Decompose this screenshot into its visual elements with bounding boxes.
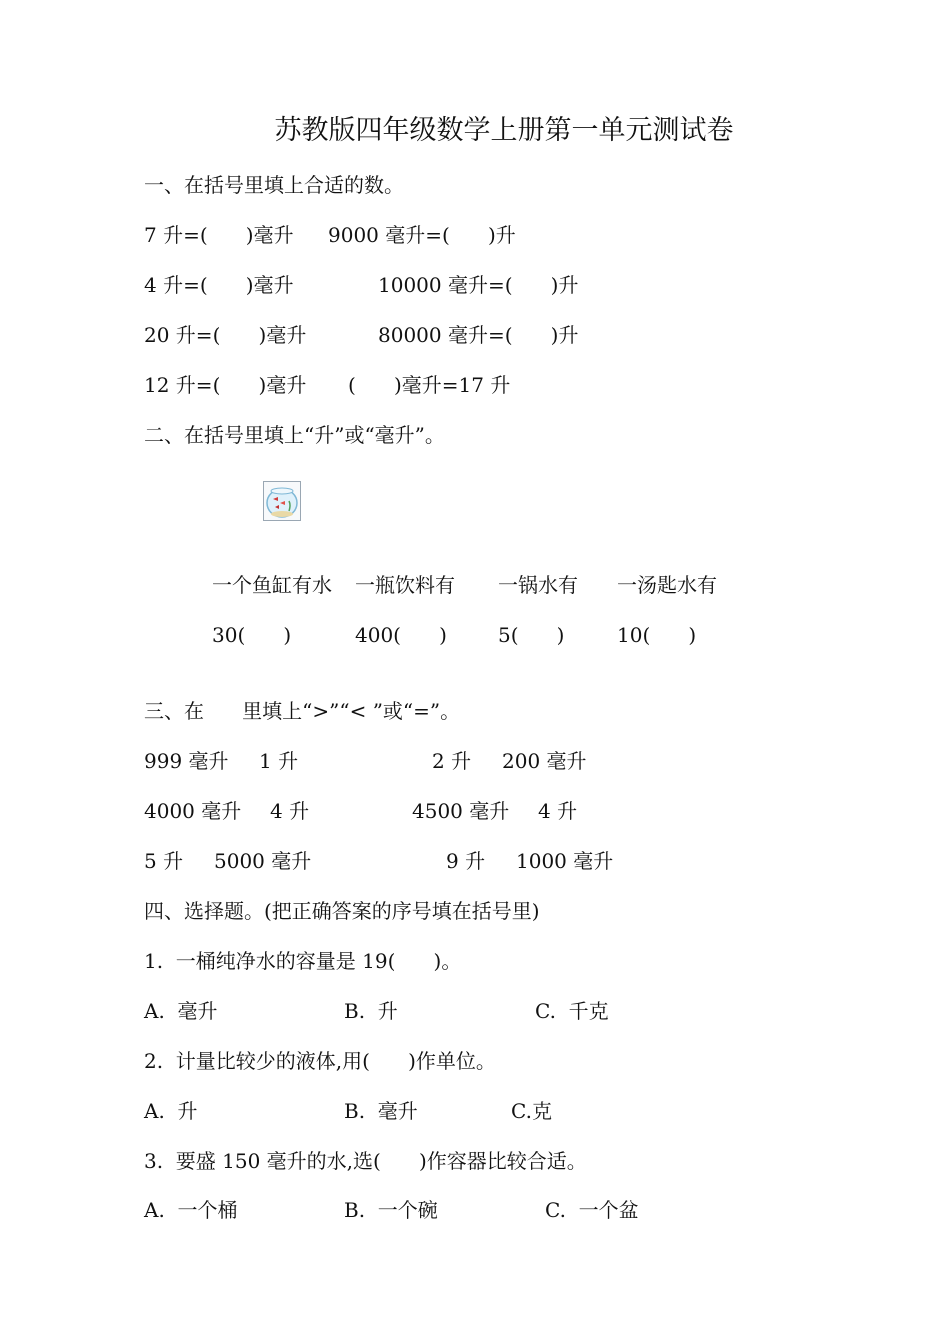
s1-row3-left: 20 升=( )毫升 <box>144 323 307 347</box>
s4-q2-option-c: C.克 <box>511 1099 552 1123</box>
s4-q2-option-b: B. 毫升 <box>344 1099 418 1123</box>
s2-answer-4: 10( ) <box>617 623 697 647</box>
s4-question-3: 3. 要盛 150 毫升的水,选( )作容器比较合适。 <box>144 1149 587 1173</box>
s4-question-1: 1. 一桶纯净水的容量是 19( )。 <box>144 949 462 973</box>
s1-row1-right: 9000 毫升=( )升 <box>328 223 516 247</box>
s3-row2-a: 4000 毫升 <box>144 799 242 823</box>
s4-q2-option-a: A. 升 <box>144 1099 198 1123</box>
section-4-heading: 四、选择题。(把正确答案的序号填在括号里) <box>144 899 540 923</box>
s3-row3-a: 5 升 <box>144 849 184 873</box>
s2-item-2: 一瓶饮料有 <box>355 573 455 597</box>
s2-answer-3: 5( ) <box>498 623 565 647</box>
s3-row1-b: 1 升 <box>259 749 299 773</box>
s2-item-3: 一锅水有 <box>498 573 578 597</box>
section-1-heading: 一、在括号里填上合适的数。 <box>144 173 404 197</box>
s4-question-2: 2. 计量比较少的液体,用( )作单位。 <box>144 1049 496 1073</box>
s4-q1-option-a: A. 毫升 <box>144 999 218 1023</box>
s1-row3-right: 80000 毫升=( )升 <box>378 323 579 347</box>
s3-row2-c: 4500 毫升 <box>412 799 510 823</box>
s4-q1-option-c: C. 千克 <box>535 999 609 1023</box>
s3-row3-d: 1000 毫升 <box>516 849 614 873</box>
s3-row3-c: 9 升 <box>446 849 486 873</box>
s1-row2-left: 4 升=( )毫升 <box>144 273 294 297</box>
s4-q1-option-b: B. 升 <box>344 999 398 1023</box>
s2-answer-1: 30( ) <box>212 623 292 647</box>
section-2-heading: 二、在括号里填上“升”或“毫升”。 <box>144 423 445 447</box>
s4-q3-option-a: A. 一个桶 <box>144 1198 238 1222</box>
s3-row2-d: 4 升 <box>538 799 578 823</box>
s1-row2-right: 10000 毫升=( )升 <box>378 273 579 297</box>
s4-q3-option-c: C. 一个盆 <box>545 1198 639 1222</box>
fish-tank-icon <box>263 481 301 521</box>
s3-row1-a: 999 毫升 <box>144 749 229 773</box>
s2-item-4: 一汤匙水有 <box>617 573 717 597</box>
s2-item-1: 一个鱼缸有水 <box>212 573 332 597</box>
s4-q3-option-b: B. 一个碗 <box>344 1198 438 1222</box>
s3-row1-c: 2 升 <box>432 749 472 773</box>
s3-row2-b: 4 升 <box>270 799 310 823</box>
s1-row1-left: 7 升=( )毫升 <box>144 223 294 247</box>
s3-row3-b: 5000 毫升 <box>214 849 312 873</box>
s1-row4-right: ( )毫升=17 升 <box>348 373 511 397</box>
s1-row4-left: 12 升=( )毫升 <box>144 373 307 397</box>
s2-answer-2: 400( ) <box>355 623 447 647</box>
page-title: 苏教版四年级数学上册第一单元测试卷 <box>274 115 734 146</box>
section-3-heading: 三、在 里填上“>”“< ”或“=”。 <box>144 699 461 723</box>
s3-row1-d: 200 毫升 <box>502 749 587 773</box>
